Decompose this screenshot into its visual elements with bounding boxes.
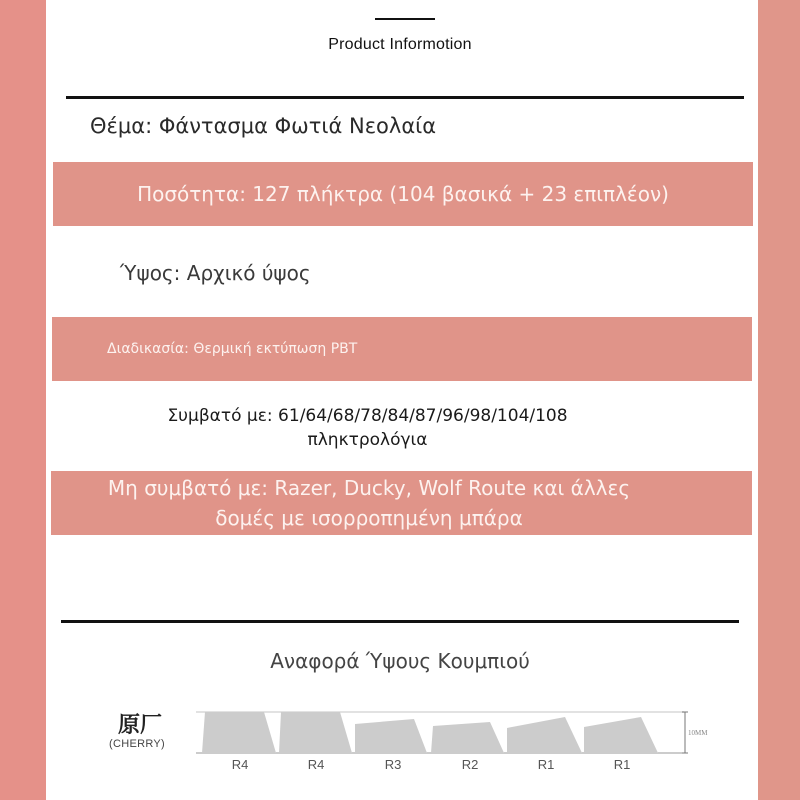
keycap-shape-r1 bbox=[584, 717, 658, 753]
spec-compatible-line2: πληκτρολόγια bbox=[307, 430, 428, 450]
keycap-row-label: R4 bbox=[307, 757, 325, 772]
spec-compatible-line1: Συμβατό με: 61/64/68/78/84/87/96/98/104/108 bbox=[167, 406, 568, 426]
divider bbox=[66, 96, 744, 99]
keycap-row-label: R2 bbox=[461, 757, 479, 772]
keycap-shape-r3 bbox=[355, 719, 427, 753]
keycap-row-label: R1 bbox=[613, 757, 631, 772]
reference-title: Αναφορά Ύψους Κουμπιού bbox=[270, 649, 530, 673]
keycap-shape-r4 bbox=[279, 712, 352, 753]
keycap-row-label: R1 bbox=[537, 757, 555, 772]
header-accent-rule bbox=[375, 18, 435, 20]
keycap-row-label: R3 bbox=[384, 757, 402, 772]
brand-english-label: (CHERRY) bbox=[109, 738, 165, 750]
keycap-shape-r2 bbox=[431, 722, 504, 753]
spec-quantity-band bbox=[53, 162, 753, 226]
spec-incompatible-line2: δομές με ισορροπημένη μπάρα bbox=[215, 506, 523, 530]
keycap-height-chart bbox=[0, 690, 800, 800]
scale-label: 10MM bbox=[688, 729, 708, 737]
keycap-shape-r1 bbox=[507, 717, 582, 753]
spec-height: Ύψος: Αρχικό ύψος bbox=[120, 261, 311, 285]
spec-process-band bbox=[52, 317, 752, 381]
spec-incompatible-line1: Μη συμβατό με: Razer, Ducky, Wolf Route και άλλες bbox=[107, 476, 631, 500]
keycap-row-label: R4 bbox=[231, 757, 249, 772]
left-border bbox=[0, 0, 46, 800]
section-title: Product Informotion bbox=[328, 36, 472, 53]
spec-theme: Θέμα: Φάντασμα Φωτιά Νεολαία bbox=[90, 114, 437, 138]
divider bbox=[61, 620, 739, 623]
brand-chinese-label: 原厂 bbox=[118, 713, 163, 738]
keycap-shape-r4 bbox=[202, 712, 276, 753]
spec-compatible bbox=[0, 404, 735, 452]
spec-quantity: Ποσότητα: 127 πλήκτρα (104 βασικά + 23 επιπλέον) bbox=[137, 182, 669, 206]
spec-process: Διαδικασία: Θερμική εκτύπωση PBT bbox=[107, 341, 358, 357]
spec-incompatible-band bbox=[51, 471, 752, 535]
right-border bbox=[758, 0, 800, 800]
